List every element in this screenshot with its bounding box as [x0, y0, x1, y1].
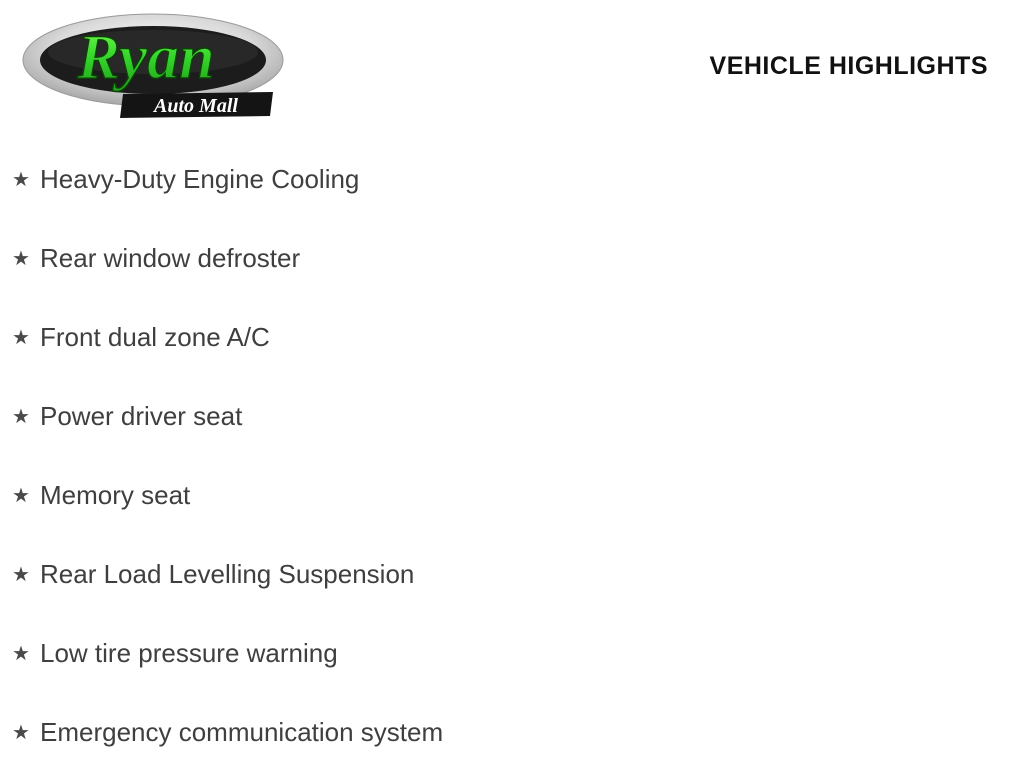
- vehicle-highlights-list: [0, 140, 1024, 772]
- star-icon: ★: [12, 247, 30, 270]
- list-item-label: Emergency communication system: [40, 717, 444, 747]
- star-icon: ★: [12, 405, 30, 428]
- star-icon: ★: [12, 326, 30, 349]
- svg-text:Auto Mall: Auto Mall: [154, 95, 238, 117]
- star-icon: ★: [12, 484, 30, 507]
- list-item: [0, 219, 1024, 298]
- list-item: [0, 377, 1024, 456]
- list-item-label: Front dual zone A/C: [40, 322, 270, 352]
- list-item-label: Rear window defroster: [40, 243, 301, 273]
- star-icon: ★: [12, 168, 30, 191]
- list-item: [0, 693, 1024, 772]
- list-item-label: Power driver seat: [40, 401, 243, 431]
- list-item-label: Rear Load Levelling Suspension: [40, 559, 415, 589]
- page-title: VEHICLE HIGHLIGHTS: [709, 52, 988, 80]
- page-header: [0, 0, 1024, 130]
- list-item-label: Memory seat: [40, 480, 191, 510]
- list-item: [0, 298, 1024, 377]
- list-item: [0, 535, 1024, 614]
- list-item: [0, 614, 1024, 693]
- svg-text:Ryan: Ryan: [77, 21, 215, 92]
- list-item: [0, 456, 1024, 535]
- list-item: [0, 140, 1024, 219]
- star-icon: ★: [12, 642, 30, 665]
- ryan-auto-mall-logo: [18, 8, 288, 126]
- list-item-label: Low tire pressure warning: [40, 638, 338, 668]
- star-icon: ★: [12, 721, 30, 744]
- star-icon: ★: [12, 563, 30, 586]
- list-item-label: Heavy-Duty Engine Cooling: [40, 164, 360, 194]
